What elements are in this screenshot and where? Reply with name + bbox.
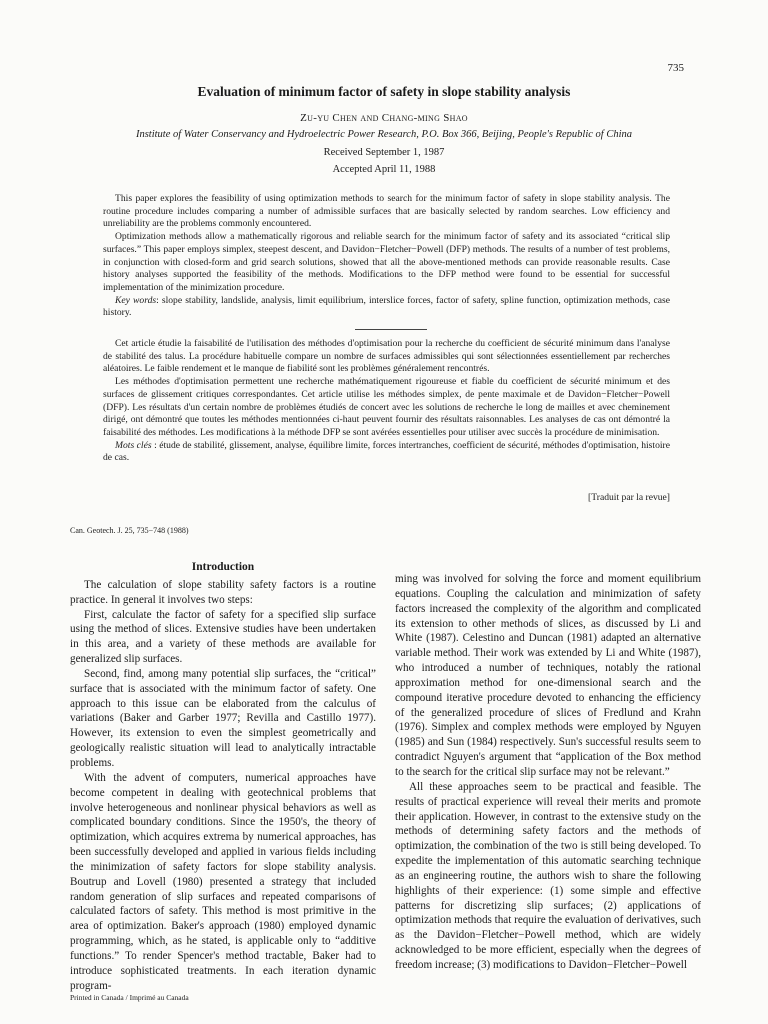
body-paragraph: The calculation of slope stability safety factors is a routine practice. In general it involves two steps: <box>70 578 376 606</box>
abstract-en-keywords <box>103 295 670 320</box>
abstract-fr-paragraph-1: Cet article étudie la faisabilité de l'utilisation des méthodes d'optimisation pour la recherche du coefficient de sécurité minimum dans l'analyse de stabilité des talus. La procédure habituelle compare un nombre de surfaces admissibles qui sont sélectionnées essentiellement par recherches aléatoires. Le faible rendement et le manque de fiabilité sont les problèmes généralement rencontrés. <box>103 338 670 375</box>
paper-title: Evaluation of minimum factor of safety in slope stability analysis <box>197 84 571 99</box>
authors: Zu-yu Chen and Chang-ming Shao <box>300 112 468 124</box>
keywords-text: : slope stability, landslide, analysis, limit equilibrium, interslice forces, factor of safety, spline function, optimization methods, case history. <box>103 294 670 319</box>
abstract-french <box>103 338 670 465</box>
page-number: 735 <box>667 62 684 74</box>
abstract-fr-keywords <box>103 440 670 465</box>
keywords-label: Key words <box>115 294 157 306</box>
abstract-en-paragraph-2: Optimization methods allow a mathematically rigorous and reliable search for the minimum factor of safety and its associated “critical slip surfaces.” This paper employs simplex, steepest descent, and Davidon−Fletcher−Powell (DFP) methods. The results of a number of test problems, in conjunction with closed-form and grid search solutions, showed that all the above-mentioned methods can provide reasonable results. Case history analyses supported the feasibility of the methods. Modifications to the DFP method were found to be essential for successful implementation of the minimization procedure. <box>103 231 670 293</box>
affiliation: Institute of Water Conservancy and Hydroelectric Power Research, P.O. Box 366, Beijing, People's Republic of China <box>135 129 633 140</box>
mots-cles-text: : étude de stabilité, glissement, analyse, équilibre limite, forces intertranches, coefficient de sécurité, méthodes d'optimisation, histoire de cas. <box>103 439 670 464</box>
abstract-en-paragraph-1: This paper explores the feasibility of using optimization methods to search for the minimum factor of safety in slope stability analysis. The routine procedure includes comparing a number of admissible surfaces that are basically selected by random searches. Low efficiency and unreliability are the problems commonly encountered. <box>103 193 670 230</box>
body-paragraph: ming was involved for solving the force and moment equilibrium equations. Coupling the calculation and minimization of safety factors increased the complexity of the algorithm and complicated its extension to other methods of slices, as discussed by Li and White (1987). Celestino and Duncan (1981) adapted an alternative variable method. Their work was extended by Li and White (1987), who introduced a number of techniques, notably the rational approximation method for one-dimensional search and the compound iterative procedure devoted to enhancing the efficiency of the generalized procedure of slices of Fredlund and Krahn (1976). Simplex and complex methods were employed by Nguyen (1985) and Sun (1984) respectively. Sun's successful results seem to contradict Nguyen's argument that “application of the Box method to the search for the critical slip surface may not be relevant.” <box>395 573 701 778</box>
abstract-english <box>103 193 670 320</box>
body-paragraph: Second, find, among many potential slip surfaces, the “critical” surface that is associated with the minimum factor of safety. One approach to this issue can be elaborated from the calculus of variations (Baker and Garber 1977; Revilla and Castillo 1977). However, its extension to even the simplest geometrically and geologically realistic situation will lead to analytically intractable problems. <box>70 667 376 769</box>
body-paragraph: With the advent of computers, numerical approaches have become competent in dealing with geotechnical problems that involve heterogeneous and nonlinear physical behaviors as well as complicated boundary conditions. Since the 1950's, the theory of optimization, which acquires extrema by numerical approaches, has been successfully developed and applied in various fields including the minimization of safety factors for slope stability analysis. Boutrup and Lovell (1980) presented a strategy that included random generation of slip surfaces and repeated comparisons of calculated factors of safety. This method is most primitive in the area of optimization. Baker's approach (1980) employed dynamic programming, which, as he stated, is applicable only to “additive functions.” To render Spencer's method tractable, Baker had to introduce sophisticated treatments. In each iteration dynamic program- <box>70 771 376 992</box>
printed-in-footer: Printed in Canada / Imprimé au Canada <box>70 993 189 1002</box>
body-column-right <box>395 572 701 973</box>
mots-cles-label: Mots clés <box>115 439 152 451</box>
received-date: Received September 1, 1987 <box>323 147 445 158</box>
body-paragraph: All these approaches seem to be practical and feasible. The results of practical experience will reveal their merits and promote their application. However, in contrast to the extensive study on the methods of determining safety factors and the methods of optimization, the combination of the two is still being developed. To expedite the implementation of this automatic searching technique as an engineering routine, the authors wish to share the following highlights of their experience: (1) some simple and effective patterns for discretizing slip surfaces; (2) applications of optimization methods that require the evaluation of derivatives, such as the Davidon−Fletcher−Powell method, which are widely acknowledged to be more efficient, especially when the degrees of freedom increase; (3) modifications to Davidon−Fletcher−Powell <box>395 780 701 971</box>
section-heading-introduction: Introduction <box>191 561 255 573</box>
abstract-divider <box>355 329 427 330</box>
abstract-fr-paragraph-2: Les méthodes d'optimisation permettent une recherche mathématiquement rigoureuse et fiable du coefficient de sécurité minimum et des surfaces de glissement critiques correspondantes. Cet article utilise les méthodes simplex, de pente maximale et de Davidon−Fletcher−Powell (DFP). Les résultats d'un certain nombre de problèmes étudiés de concert avec les solutions de recherche le long de mailles et avec cheminement dirigé, ont démontré que toutes les méthodes mentionnées ci-haut peuvent fournir des résultats raisonnables. Les analyses de cas ont démontré la faisabilité des méthodes. Les modifications à la méthode DFP se sont avérées essentielles pour utiliser avec succès la procédure de minimisation. <box>103 376 670 438</box>
translation-note: [Traduit par la revue] <box>588 492 670 503</box>
accepted-date: Accepted April 11, 1988 <box>332 164 436 175</box>
body-column-left <box>70 560 376 993</box>
journal-citation: Can. Geotech. J. 25, 735−748 (1988) <box>70 526 189 535</box>
body-paragraph: First, calculate the factor of safety for a specified slip surface using the method of slices. Extensive studies have been undertaken in this area, and a variety of these methods are available for generalized slip surfaces. <box>70 608 376 666</box>
